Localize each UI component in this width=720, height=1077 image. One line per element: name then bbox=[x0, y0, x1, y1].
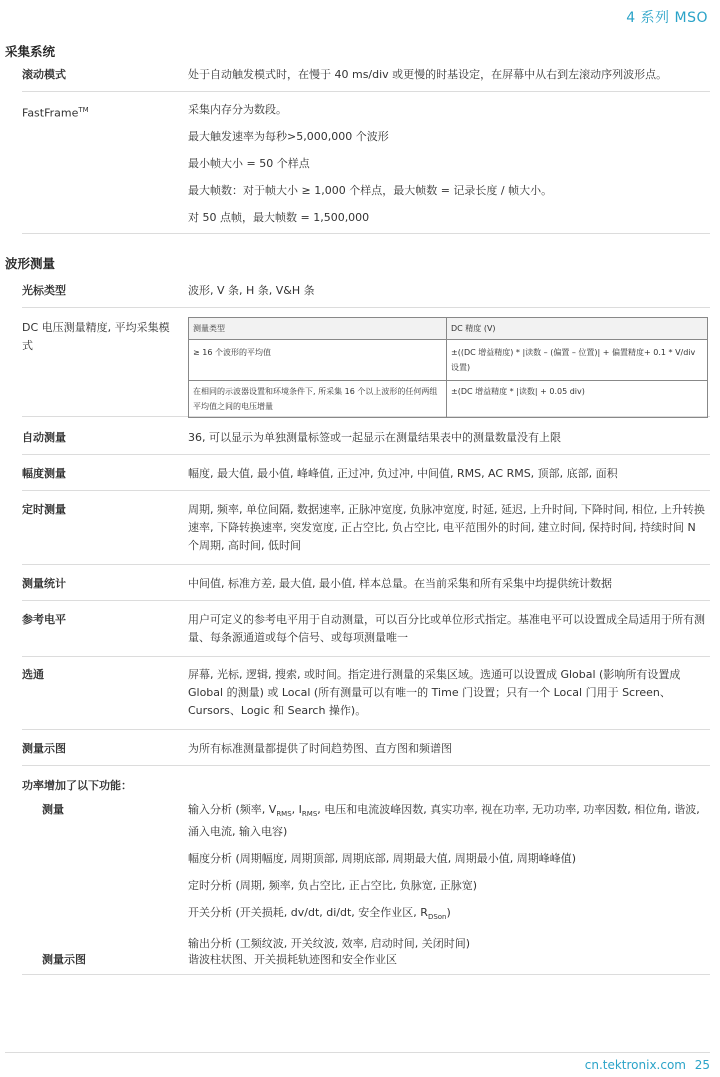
cursor-type-value: 波形, V 条, H 条, V&H 条 bbox=[188, 284, 315, 297]
measurement-plots-label: 测量示图 bbox=[22, 742, 66, 755]
rolling-mode-label: 滚动模式 bbox=[22, 68, 66, 81]
power-plots-value: 谐波柱状图、开关损耗轨迹图和安全作业区 bbox=[188, 953, 397, 966]
reference-level-value: 用户可定义的参考电平用于自动测量，可以百分比或单位形式指定。基准电平可以设置成全局适用于所有测量、每条源通道或每个信号、或每项测量唯一 bbox=[188, 613, 705, 644]
power-heading-label: 功率增加了以下功能： bbox=[22, 779, 132, 792]
power-measurement-label: 测量 bbox=[42, 803, 64, 816]
power-input-analysis: 输入分析 (频率, $V_{RMS}$, $I_{RMS}$, 电压和电流波峰因数, 真实功率, 视在功率, 无功功率, 功率因数, 相位角, 谐波, 涌入电流, 输入电容) bbox=[188, 803, 700, 839]
measurement-plots-value: 为所有标准测量都提供了时间趋势图、直方图和频谱图 bbox=[188, 742, 452, 755]
row-fastframe bbox=[22, 99, 710, 234]
cursor-type-label: 光标类型 bbox=[22, 284, 66, 297]
table-header-cell: DC 精度 (V) bbox=[447, 318, 708, 340]
fastframe-line: 最大触发速率为每秒>5,000,000 个波形 bbox=[188, 130, 389, 143]
amplitude-measurement-label: 幅度测量 bbox=[22, 467, 66, 480]
page-number: 25 bbox=[694, 1058, 710, 1072]
power-amplitude-analysis: 幅度分析 (周期幅度, 周期顶部, 周期底部, 周期最大值, 周期最小值, 周期峰峰值) bbox=[188, 852, 577, 866]
table-row bbox=[189, 381, 708, 418]
row-reference-level bbox=[22, 609, 710, 657]
row-rolling-mode bbox=[22, 64, 710, 92]
footer-website: cn.tektronix.com bbox=[584, 1058, 686, 1072]
fastframe-value bbox=[188, 101, 710, 227]
table-cell: 在相同的示波器设置和环境条件下, 所采集 16 个以上波形的任何两组平均值之间的电压增量 bbox=[189, 381, 447, 418]
table-header-cell: 测量类型 bbox=[189, 318, 447, 340]
row-gating bbox=[22, 664, 710, 730]
series-title: 4 系列 MSO bbox=[626, 10, 708, 26]
dc-accuracy-table bbox=[188, 317, 708, 418]
reference-level-label: 参考电平 bbox=[22, 613, 66, 626]
row-measurement-statistics bbox=[22, 573, 710, 601]
gating-value: 屏幕, 光标, 逻辑, 搜索, 或时间。指定进行测量的采集区域。选通可以设置成 Global (影响所有设置成 Global 的测量) 或 Local (所有测量可以有唯一的 Time 门设置；只有一个 Local 门用于 Screen、Cursors、Logic 和 Search 操作)。 bbox=[188, 668, 681, 717]
row-power-measurement bbox=[22, 799, 710, 951]
section-measurement-title: 波形测量 bbox=[5, 256, 56, 271]
auto-measurement-label: 自动测量 bbox=[22, 431, 66, 444]
power-plots-label: 测量示图 bbox=[42, 953, 86, 966]
row-timing-measurement bbox=[22, 499, 710, 565]
dc-accuracy-label: DC 电压测量精度, 平均采集模式 bbox=[22, 321, 170, 352]
fastframe-line: 最大帧数：对于帧大小 ≥ 1,000 个样点，最大帧数 = 记录长度 / 帧大小。 bbox=[188, 184, 553, 197]
row-power-heading bbox=[22, 775, 710, 797]
table-cell: ≥ 16 个波形的平均值 bbox=[189, 340, 447, 381]
power-timing-analysis: 定时分析 (周期, 频率, 负占空比, 正占空比, 负脉宽, 正脉宽) bbox=[188, 879, 478, 893]
power-switching-analysis: 开关分析 (开关损耗, dv/dt, di/dt, 安全作业区, $R_{DSon}$) bbox=[188, 906, 451, 922]
measurement-statistics-label: 测量统计 bbox=[22, 577, 66, 590]
row-measurement-plots bbox=[22, 738, 710, 766]
row-cursor-type bbox=[22, 280, 710, 308]
auto-measurement-value: 36, 可以显示为单独测量标签或一起显示在测量结果表中的测量数量没有上限 bbox=[188, 431, 561, 444]
timing-measurement-value: 周期, 频率, 单位间隔, 数据速率, 正脉冲宽度, 负脉冲宽度, 时延, 延迟, 上升时间, 下降时间, 相位, 上升转换速率, 下降转换速率, 突发宽度, 正占空比, 负占空比, 电平范围外的时间, 建立时间, 保持时间, 持续时间 N 个周期, 高时间, 低时间 bbox=[188, 503, 705, 552]
timing-measurement-label: 定时测量 bbox=[22, 503, 66, 516]
fastframe-line: 最小帧大小 = 50 个样点 bbox=[188, 157, 310, 170]
fastframe-label: FastFrame™ bbox=[22, 106, 89, 120]
measurement-statistics-value: 中间值, 标准方差, 最大值, 最小值, 样本总量。在当前采集和所有采集中均提供统计数据 bbox=[188, 577, 612, 590]
table-cell: ±((DC 增益精度) * |读数 – (偏置 – 位置)| + 偏置精度+ 0.1 * V/div 设置) bbox=[447, 340, 708, 381]
row-amplitude-measurement bbox=[22, 463, 710, 491]
row-auto-measurement bbox=[22, 427, 710, 455]
fastframe-line: 对 50 点帧，最大帧数 = 1,500,000 bbox=[188, 211, 370, 224]
power-output-analysis: 输出分析 (工频纹波, 开关纹波, 效率, 启动时间, 关闭时间) bbox=[188, 937, 471, 951]
section-acquisition-title: 采集系统 bbox=[5, 44, 56, 59]
footer-divider bbox=[5, 1052, 710, 1053]
fastframe-line: 采集内存分为数段。 bbox=[188, 103, 287, 116]
row-power-plots bbox=[22, 949, 710, 975]
power-measurement-value bbox=[188, 801, 710, 953]
rolling-mode-value: 处于自动触发模式时，在慢于 40 ms/div 或更慢的时基设定，在屏幕中从右到左滚动序列波形点。 bbox=[188, 68, 668, 81]
table-cell: ±(DC 增益精度 * |读数| + 0.05 div) bbox=[447, 381, 708, 418]
gating-label: 选通 bbox=[22, 668, 44, 681]
table-row bbox=[189, 340, 708, 381]
row-dc-accuracy bbox=[22, 317, 710, 417]
amplitude-measurement-value: 幅度, 最大值, 最小值, 峰峰值, 正过冲, 负过冲, 中间值, RMS, AC RMS, 顶部, 底部, 面积 bbox=[188, 467, 618, 480]
